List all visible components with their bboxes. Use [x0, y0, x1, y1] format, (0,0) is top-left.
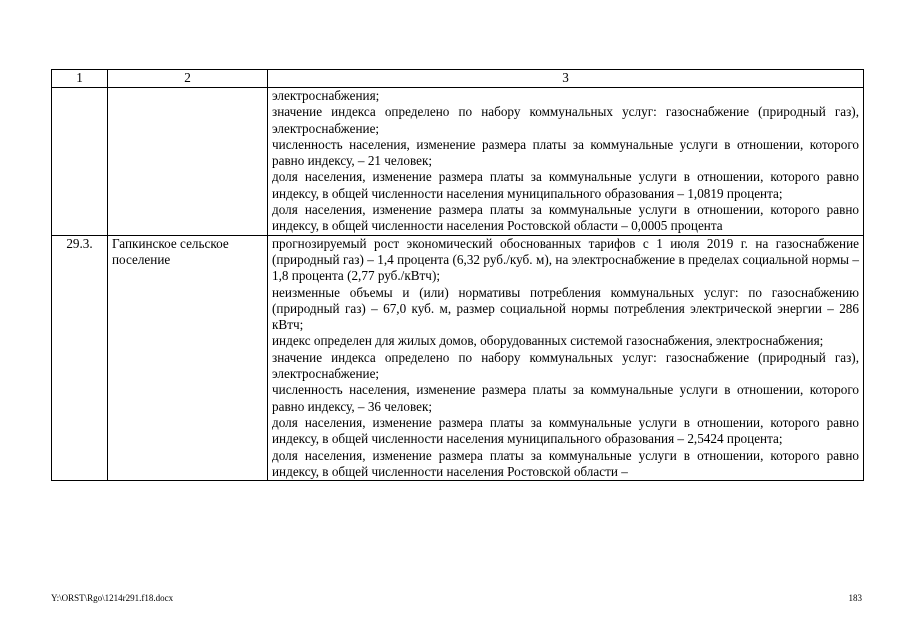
row-name	[108, 88, 268, 236]
header-col-1: 1	[52, 70, 108, 88]
row-name: Гапкинское сельское поселение	[108, 235, 268, 480]
document-table	[51, 69, 864, 481]
table-row	[52, 88, 864, 236]
paragraph: неизменные объемы и (или) нормативы потребления коммунальных услуг: по газоснабжению (природный газ) – 67,0 куб. м, размер социальной нормы потребления электрической энергии – 286 кВтч;	[272, 284, 859, 333]
header-col-3: 3	[268, 70, 864, 88]
row-description	[268, 235, 864, 480]
paragraph: доля населения, изменение размера платы за коммунальные услуги в отношении, которого равно индексу, в общей численности населения Ростовской области –	[272, 447, 859, 479]
paragraph: численность населения, изменение размера платы за коммунальные услуги в отношении, которого равно индексу, – 36 человек;	[272, 382, 859, 414]
paragraph: прогнозируемый рост экономический обоснованных тарифов с 1 июля 2019 г. на газоснабжение (природный газ) – 1,4 процента (6,32 руб./куб. м), на электроснабжение в пределах социальной нормы – 1,8 процента (2,77 руб./кВтч);	[272, 235, 859, 284]
paragraph: значение индекса определено по набору коммунальных услуг: газоснабжение (природный газ), электроснабжение;	[272, 104, 859, 136]
row-number: 29.3.	[52, 235, 108, 480]
row-description	[268, 88, 864, 236]
paragraph: значение индекса определено по набору коммунальных услуг: газоснабжение (природный газ), электроснабжение;	[272, 349, 859, 382]
row-number	[52, 88, 108, 236]
footer-file-path: Y:\ORST\Rgo\1214r291.f18.docx	[51, 593, 174, 603]
paragraph: доля населения, изменение размера платы за коммунальные услуги в отношении, которого равно индексу, в общей численности населения муниципального образования – 1,0819 процента;	[272, 169, 859, 201]
paragraph: численность населения, изменение размера платы за коммунальные услуги в отношении, которого равно индексу, – 21 человек;	[272, 136, 859, 169]
paragraph: индекс определен для жилых домов, оборудованных системой газоснабжения, электроснабжения;	[272, 333, 824, 349]
header-col-2: 2	[108, 70, 268, 88]
paragraph: электроснабжения;	[272, 88, 380, 103]
page-number: 183	[848, 593, 862, 603]
header-row	[52, 70, 864, 88]
paragraph: доля населения, изменение размера платы за коммунальные услуги в отношении, которого равно индексу, в общей численности населения Ростовской области – 0,0005 процента	[272, 202, 859, 234]
paragraph: доля населения, изменение размера платы за коммунальные услуги в отношении, которого равно индексу, в общей численности населения муниципального образования – 2,5424 процента;	[272, 414, 859, 447]
table-row	[52, 235, 864, 480]
